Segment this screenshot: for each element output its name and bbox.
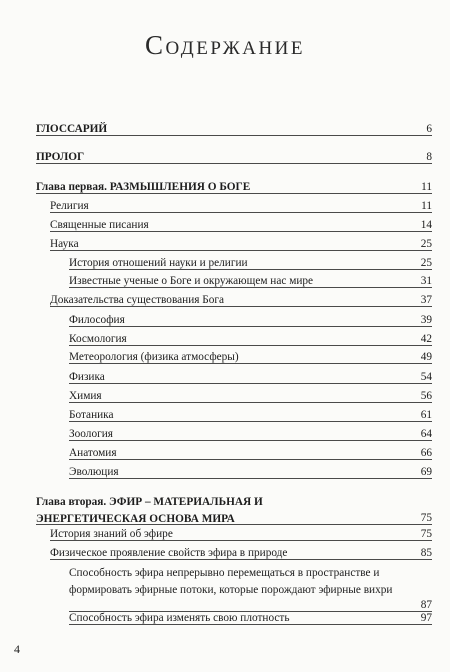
toc-page-number: 87 — [420, 599, 432, 611]
toc-entry-label: Наука — [50, 238, 79, 250]
toc-leader-line — [50, 306, 432, 307]
page-number: 4 — [14, 642, 20, 656]
toc-entry-label: Физика — [69, 371, 105, 383]
toc-entry-label: Способность эфира изменять свою плотность — [69, 612, 290, 624]
toc-leader-line — [36, 193, 432, 194]
toc-page-number: 39 — [420, 314, 432, 326]
toc-leader-line — [36, 163, 432, 164]
toc-page-number: 69 — [420, 466, 432, 478]
toc-leader-line — [69, 440, 432, 441]
toc-entry-label: История отношений науки и религии — [69, 257, 248, 269]
toc-entry-label: Зоология — [69, 428, 113, 440]
toc-entry-label: Космология — [69, 333, 127, 345]
toc-leader-line — [69, 402, 432, 403]
toc-entry-label: Анатомия — [69, 447, 117, 459]
toc-leader-line — [50, 540, 432, 541]
toc-entry-label: Эволюция — [69, 466, 119, 478]
toc-page-number: 49 — [420, 351, 432, 363]
toc-entry-label: Религия — [50, 200, 89, 212]
toc-page-number: 97 — [420, 612, 432, 624]
toc-page-number: 66 — [420, 447, 432, 459]
toc-page-number: 11 — [421, 200, 432, 212]
toc-page-number: 75 — [420, 511, 432, 524]
toc-entry-label: ПРОЛОГ — [36, 151, 85, 163]
toc-entry-label: Философия — [69, 314, 125, 326]
toc-page-number: 56 — [420, 390, 432, 402]
toc-page-number: 64 — [420, 428, 432, 440]
toc-entry-label: Метеорология (физика атмосферы) — [69, 351, 239, 363]
toc-page-number: 85 — [420, 547, 432, 559]
toc-page-number: 37 — [420, 294, 432, 306]
toc-page-number: 8 — [426, 151, 432, 163]
toc-leader-line — [50, 250, 432, 251]
toc-leader-line — [69, 363, 432, 364]
toc-leader-line — [50, 559, 432, 560]
toc-page-number: 31 — [420, 275, 432, 287]
toc-entry-label: Ботаника — [69, 409, 114, 421]
toc-page-number: 25 — [420, 238, 432, 250]
toc-leader-line — [69, 478, 432, 479]
page-title: Содержание — [144, 30, 306, 60]
toc-entry-label: Доказательства существования Бога — [50, 294, 225, 306]
toc-page-number: 42 — [420, 333, 432, 345]
toc-leader-line — [69, 383, 432, 384]
toc-entry-label: Глава вторая. ЭФИР – МАТЕРИАЛЬНАЯ И ЭНЕРГЕТИЧЕСКАЯ ОСНОВА МИРА — [36, 496, 263, 525]
toc-leader-line — [69, 421, 432, 422]
toc-entry-label: История знаний об эфире — [50, 528, 173, 540]
toc-entry-label: Физическое проявление свойств эфира в природе — [50, 547, 288, 559]
toc-leader-line — [69, 345, 432, 346]
toc-leader-line — [50, 231, 432, 232]
toc-page-number: 61 — [420, 409, 432, 421]
toc-page-number: 75 — [420, 528, 432, 540]
toc-leader-line — [69, 459, 432, 460]
toc-entry-label: Химия — [69, 390, 102, 402]
toc-page-number: 14 — [420, 219, 432, 231]
toc-leader-line — [69, 326, 432, 327]
toc-leader-line — [36, 524, 432, 525]
toc-page-number: 54 — [420, 371, 432, 383]
toc-page-number: 25 — [420, 257, 432, 269]
toc-leader-line — [50, 212, 432, 213]
toc-page-number: 11 — [421, 181, 432, 193]
toc-entry-label: Священные писания — [50, 219, 149, 231]
toc-leader-line — [69, 269, 432, 270]
toc-entry-label: Способность эфира непрерывно перемещаться в пространстве и формировать эфирные потоки, которые порождают эфирные вихри — [69, 567, 393, 596]
toc-leader-line — [69, 624, 432, 625]
toc-entry-label: ГЛОССАРИЙ — [36, 123, 108, 135]
toc-leader-line — [69, 287, 432, 288]
toc-leader-line — [36, 135, 432, 136]
toc-entry-label: Известные ученые о Боге и окружающем нас мире — [69, 275, 314, 287]
toc-page-number: 6 — [426, 123, 432, 135]
toc-entry-label: Глава первая. РАЗМЫШЛЕНИЯ О БОГЕ — [36, 181, 251, 193]
